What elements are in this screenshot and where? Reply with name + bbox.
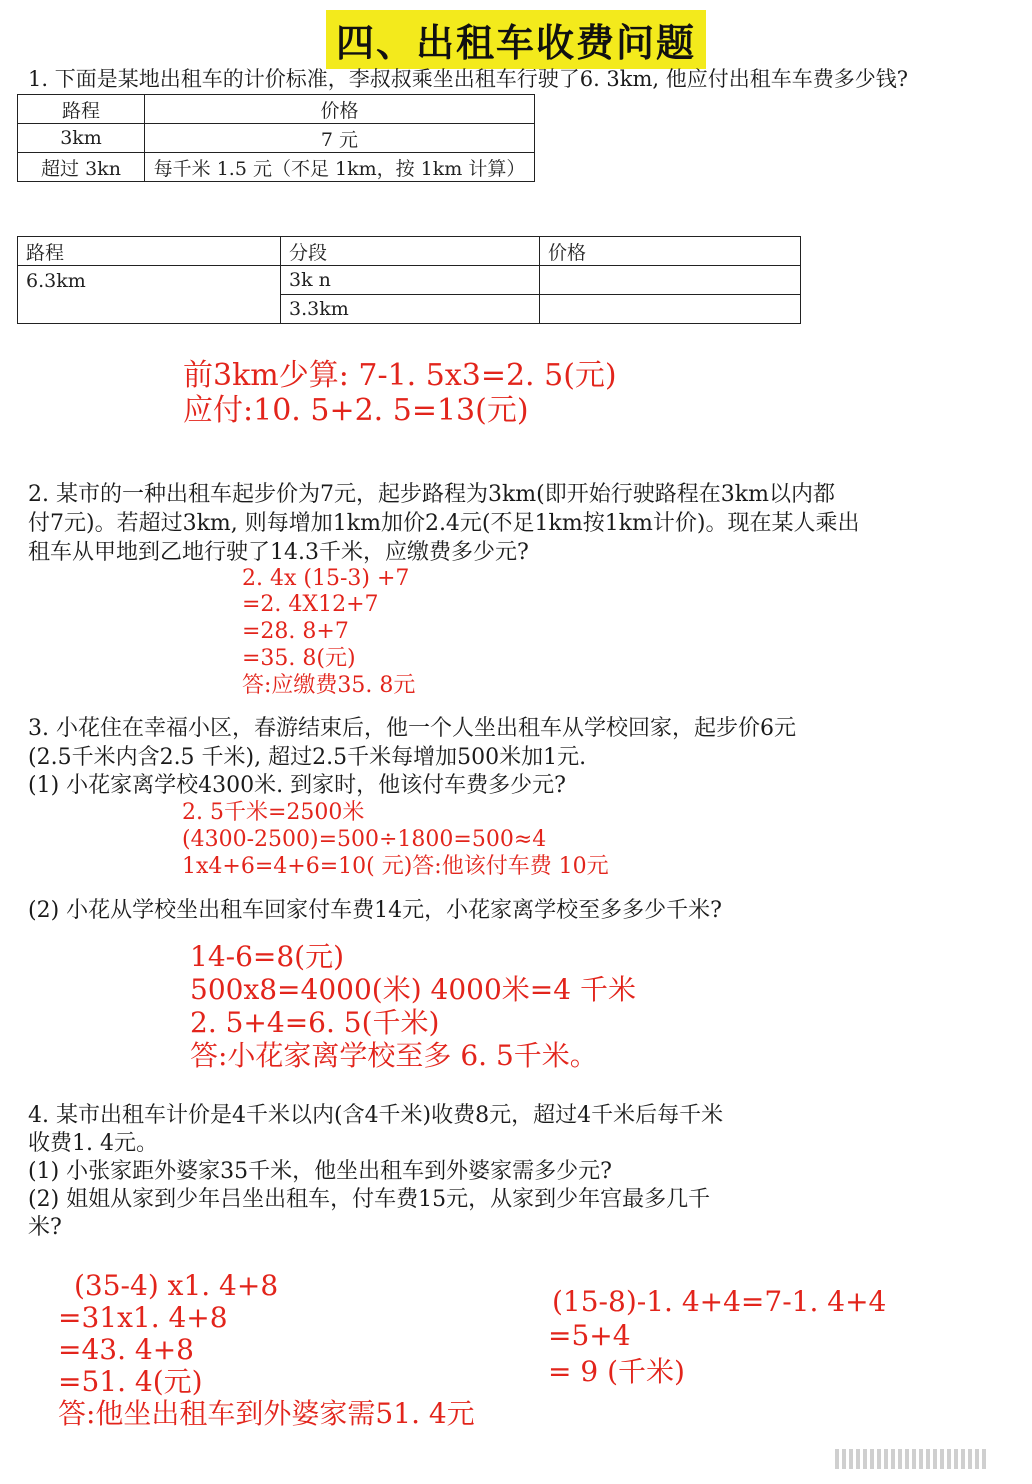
- table-cell: 每千米 1.5 元（不足 1km，按 1km 计算）: [145, 153, 535, 182]
- q2-answer-line: =35. 8(元): [242, 646, 356, 671]
- q3-answer1-line: 2. 5千米=2500米: [182, 800, 365, 825]
- q4-answer2-line: = 9 (千米): [548, 1355, 685, 1388]
- q2-text-line: 付7元)。若超过3km, 则每增加1km加价2.4元(不足1km按1km计价)。现在某人乘出: [28, 511, 860, 536]
- title-container: [0, 10, 1032, 69]
- q4-answer1-line: =43. 4+8: [58, 1333, 194, 1366]
- q3-answer1-line: 1x4+6=4+6=10( 元)答:他该付车费 10元: [182, 854, 609, 879]
- q4-text-line: (1) 小张家距外婆家35千米，他坐出租车到外婆家需多少元?: [28, 1159, 612, 1184]
- q4-text-line: (2) 姐姐从家到少年吕坐出租车，付车费15元，从家到少年宫最多几千: [28, 1187, 711, 1212]
- table-row: [18, 124, 535, 153]
- table-cell: 3km: [18, 124, 145, 153]
- q1-price-table: [17, 94, 535, 182]
- table-header-cell: 路程: [18, 95, 145, 124]
- q2-text-line: 租车从甲地到乙地行驶了14.3千米，应缴费多少元?: [28, 540, 529, 565]
- table-row: [18, 153, 535, 182]
- q1-answer-line: 前3km少算: 7-1. 5x3=2. 5(元): [183, 358, 617, 393]
- q3-answer2-line: 2. 5+4=6. 5(千米): [190, 1006, 440, 1039]
- q2-text-line: 2. 某市的一种出租车起步价为7元，起步路程为3km(即开始行驶路程在3km以内都: [28, 482, 835, 507]
- table-cell: 6.3km: [18, 266, 281, 324]
- q3-answer2-line: 答:小花家离学校至多 6. 5千米。: [190, 1039, 598, 1072]
- q3-sub2-text: (2) 小花从学校坐出租车回家付车费14元，小花家离学校至多多少千米?: [28, 898, 722, 923]
- table-header-cell: 路程: [18, 237, 281, 266]
- q2-answer-line: 答:应缴费35. 8元: [242, 673, 416, 698]
- q1-answer-line: 应付:10. 5+2. 5=13(元): [183, 393, 529, 428]
- q2-answer-line: =28. 8+7: [242, 619, 349, 644]
- q4-answer2-line: (15-8)-1. 4+4=7-1. 4+4: [552, 1285, 887, 1318]
- table-header-cell: 价格: [540, 237, 801, 266]
- q3-text-line: 3. 小花住在幸福小区，春游结束后，他一个人坐出租车从学校回家，起步价6元: [28, 716, 796, 741]
- q4-answer1-line: =51. 4(元): [58, 1365, 203, 1398]
- q2-answer-line: =2. 4X12+7: [242, 592, 379, 617]
- table-cell: [540, 295, 801, 324]
- q2-answer-line: 2. 4x (15-3) +7: [242, 566, 410, 591]
- q1-segment-table: [17, 236, 801, 324]
- q4-text-line: 4. 某市出租车计价是4千米以内(含4千米)收费8元，超过4千米后每千米: [28, 1103, 724, 1128]
- table-row: [18, 95, 535, 124]
- table-row: [18, 266, 801, 295]
- table-cell: 3k n: [281, 266, 540, 295]
- table-cell: 超过 3kn: [18, 153, 145, 182]
- table-header-cell: 价格: [145, 95, 535, 124]
- q4-text-line: 收费1. 4元。: [28, 1131, 158, 1156]
- q4-answer1-line: =31x1. 4+8: [58, 1301, 228, 1334]
- q4-answer1-line: (35-4) x1. 4+8: [74, 1269, 279, 1302]
- q4-answer2-line: =5+4: [548, 1319, 631, 1352]
- q3-text-line: (1) 小花家离学校4300米. 到家时，他该付车费多少元?: [28, 773, 566, 798]
- q1-text: 1. 下面是某地出租车的计价标准，李叔叔乘坐出租车行驶了6. 3km, 他应付出租车车费多少钱?: [28, 67, 909, 91]
- q3-answer1-line: (4300-2500)=500÷1800=500≈4: [182, 827, 547, 852]
- scan-edge-decoration: [835, 1448, 1025, 1470]
- table-cell: [540, 266, 801, 295]
- q3-text-line: (2.5千米内含2.5 千米), 超过2.5千米每增加500米加1元.: [28, 745, 587, 770]
- table-cell: 7 元: [145, 124, 535, 153]
- q3-answer2-line: 500x8=4000(米) 4000米=4 千米: [190, 973, 636, 1006]
- table-row: [18, 237, 801, 266]
- q4-answer1-line: 答:他坐出租车到外婆家需51. 4元: [58, 1397, 475, 1430]
- q3-answer2-line: 14-6=8(元): [190, 940, 345, 973]
- table-cell: 3.3km: [281, 295, 540, 324]
- q4-text-line: 米?: [28, 1215, 62, 1240]
- table-header-cell: 分段: [281, 237, 540, 266]
- page-title: 四、出租车收费问题: [326, 10, 706, 69]
